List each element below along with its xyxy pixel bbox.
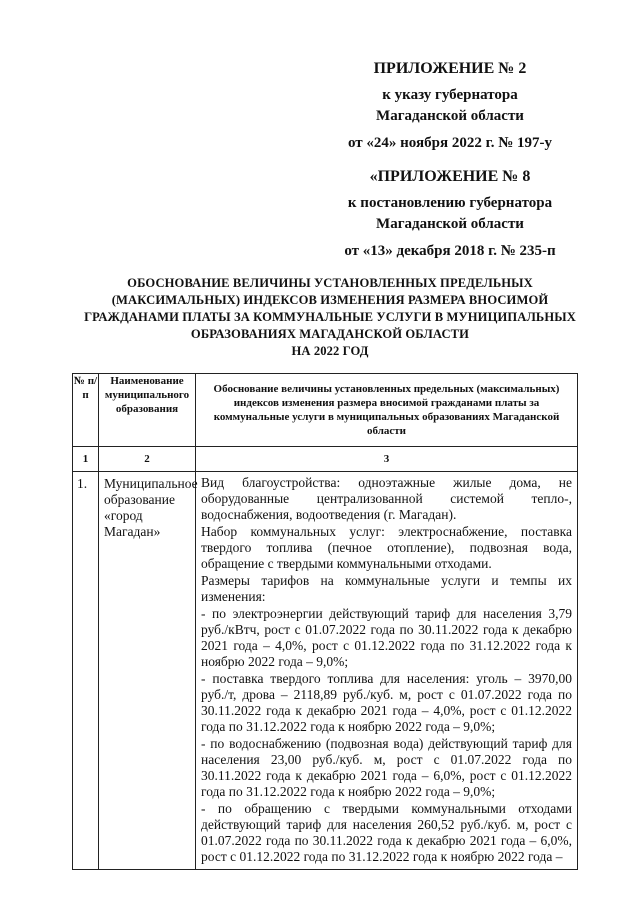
inner-appendix-to-line2: Магаданской области bbox=[376, 216, 524, 232]
justification-paragraph: - по обращению с твердыми коммунальными отходами действующий тариф для населения 260,52 руб./куб. м, рост с 01.07.2022 года по 30.11.2022 года к декабрю 2021 года – 6,0%, рост с 01.12.2022 года по 31.12.2022 года к ноябрю 2022 года – bbox=[201, 801, 572, 864]
column-number: 2 bbox=[99, 447, 196, 472]
title-line: (МАКСИМАЛЬНЫХ) ИНДЕКСОВ ИЗМЕНЕНИЯ РАЗМЕРА ВНОСИМОЙ bbox=[111, 293, 549, 307]
title-line: НА 2022 ГОД bbox=[291, 344, 369, 358]
justification-paragraph: - поставка твердого топлива для населения: уголь – 3970,00 руб./т, дрова – 2118,89 руб./куб. м, рост с 01.07.2022 года по 30.11.2022 года к декабрю 2021 года – 4,0%, рост с 01.12.2022 года по 31.12.2022 года к ноябрю 2022 года – 9,0%; bbox=[201, 671, 572, 734]
justification-table bbox=[72, 373, 578, 870]
header-number: № п/п bbox=[73, 374, 99, 447]
appendix-date: от «24» ноября 2022 г. № 197-у bbox=[347, 135, 553, 151]
table-row bbox=[73, 472, 578, 870]
appendix-to-line1: к указу губернатора bbox=[382, 87, 518, 103]
appendix-title: ПРИЛОЖЕНИЕ № 2 bbox=[373, 60, 527, 77]
justification-paragraph: Вид благоустройства: одноэтажные жилые дома, не оборудованные централизованной системой тепло-, водоснабжения, водоотведения (г. Магадан). bbox=[201, 475, 572, 522]
justification-paragraph: - по водоснабжению (подвозная вода) действующий тариф для населения 23,00 руб./куб. м, рост с 01.07.2022 года по 30.11.2022 года к декабрю 2021 года – 6,0%, рост с 01.12.2022 года по 31.12.2022 года к ноябрю 2022 года – 9,0%; bbox=[201, 736, 572, 799]
title-line: ГРАЖДАНАМИ ПЛАТЫ ЗА КОММУНАЛЬНЫЕ УСЛУГИ В МУНИЦИПАЛЬНЫХ bbox=[84, 310, 576, 324]
column-number: 1 bbox=[73, 447, 99, 472]
row-number: 1. bbox=[73, 472, 99, 870]
column-number-row bbox=[73, 447, 578, 472]
justification-paragraph: Набор коммунальных услуг: электроснабжение, поставка твердого топлива (печное отопление), подвозная вода, обращение с твердыми коммунальными отходами. bbox=[201, 524, 572, 571]
row-justification bbox=[196, 472, 578, 870]
justification-paragraph: - по электроэнергии действующий тариф для населения 3,79 руб./кВтч, рост с 01.07.2022 года по 30.11.2022 года к декабрю 2021 года – 4,0%, рост с 01.12.2022 года по 31.12.2022 года к ноябрю 2022 года – 9,0%; bbox=[201, 606, 572, 669]
inner-appendix-date: от «13» декабря 2018 г. № 235-п bbox=[344, 243, 556, 259]
inner-appendix-title: «ПРИЛОЖЕНИЕ № 8 bbox=[369, 168, 531, 185]
column-number: 3 bbox=[196, 447, 578, 472]
appendix-header bbox=[300, 58, 600, 262]
title-line: ОБОСНОВАНИЕ ВЕЛИЧИНЫ УСТАНОВЛЕННЫХ ПРЕДЕЛЬНЫХ bbox=[127, 276, 533, 290]
appendix-to-line2: Магаданской области bbox=[376, 108, 524, 124]
title-line: ОБРАЗОВАНИЯХ МАГАДАНСКОЙ ОБЛАСТИ bbox=[190, 327, 470, 341]
table-header-row bbox=[73, 374, 578, 447]
justification-paragraph: Размеры тарифов на коммунальные услуги и темпы их изменения: bbox=[201, 573, 572, 604]
inner-appendix-to-line1: к постановлению губернатора bbox=[347, 195, 553, 211]
header-municipality: Наименование муниципального образования bbox=[99, 374, 196, 447]
row-municipality: Муниципальное образование «город Магадан» bbox=[99, 472, 196, 870]
header-justification: Обоснование величины установленных предельных (максимальных) индексов изменения размера вносимой гражданами платы за коммунальные услуги в муниципальных образованиях Магаданской области bbox=[196, 374, 578, 447]
document-title bbox=[60, 275, 600, 360]
